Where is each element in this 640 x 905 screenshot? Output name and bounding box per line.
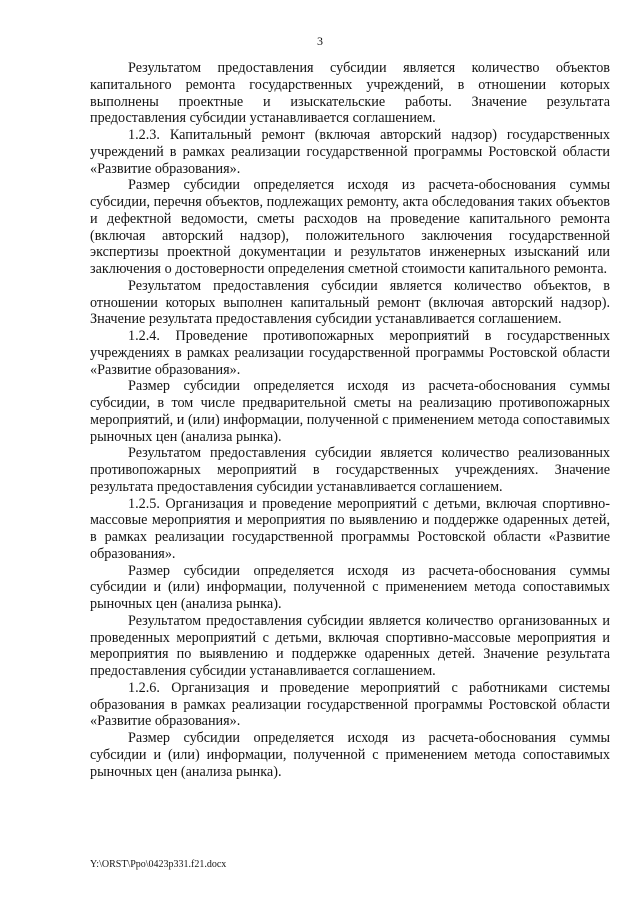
paragraph: 1.2.6. Организация и проведение мероприятий с работниками системы образования в рамках реализации государственной программы Ростовской области «Развитие образования». [90, 679, 610, 730]
document-body [90, 60, 610, 780]
paragraph: 1.2.3. Капитальный ремонт (включая авторский надзор) государственных учреждений в рамках реализации государственной программы Ростовской области «Развитие образования». [90, 127, 610, 177]
paragraph: Размер субсидии определяется исходя из расчета-обоснования суммы субсидии и (или) информации, полученной с применением метода сопоставимых рыночных цен (анализа рынка). [90, 730, 610, 780]
paragraph: Результатом предоставления субсидии является количество объектов, в отношении которых выполнен капитальный ремонт (включая авторский надзор). Значение результата предоставления субсидии устанавливается соглашением. [90, 277, 610, 328]
footer-file-path: Y:\ORST\Ppo\0423p331.f21.docx [90, 859, 227, 870]
paragraph: Размер субсидии определяется исходя из расчета-обоснования суммы субсидии и (или) информации, полученной с применением метода сопоставимых рыночных цен (анализа рынка). [90, 562, 610, 612]
paragraph: Результатом предоставления субсидии является количество организованных и проведенных мероприятий с детьми, включая спортивно-массовые мероприятия и мероприятия по выявлению и поддержке одаренных детей. Значение результата предоставления субсидии устанавливается соглашением. [90, 612, 610, 679]
paragraph: Результатом предоставления субсидии является количество объектов капитального ремонта государственных учреждений, в отношении которых выполнены проектные и изыскательские работы. Значение результата предоставления субсидии устанавливается соглашением. [90, 60, 610, 127]
paragraph: Размер субсидии определяется исходя из расчета-обоснования суммы субсидии, перечня объектов, подлежащих ремонту, акта обследования таких объектов и дефектной ведомости, сметы расходов на проведение капитального ремонта (включая авторский надзор), положительного заключения государственной экспертизы проектной документации и результатов инженерных изысканий или заключения о достоверности определения сметной стоимости капитального ремонта. [90, 177, 610, 277]
paragraph: Результатом предоставления субсидии является количество реализованных противопожарных мероприятий в государственных учреждениях. Значение результата предоставления субсидии устанавливается соглашением. [90, 445, 610, 495]
paragraph: Размер субсидии определяется исходя из расчета-обоснования суммы субсидии, в том числе предварительной сметы на реализацию противопожарных мероприятий, и (или) информации, полученной с применением метода сопоставимых рыночных цен (анализа рынка). [90, 378, 610, 445]
page-number: 3 [317, 34, 323, 48]
paragraph: 1.2.5. Организация и проведение мероприятий с детьми, включая спортивно-массовые мероприятия и мероприятия по выявлению и поддержке одаренных детей, в рамках реализации государственной программы Ростовской области «Развитие образования». [90, 495, 610, 562]
paragraph: 1.2.4. Проведение противопожарных мероприятий в государственных учреждениях в рамках реализации государственной программы Ростовской области «Развитие образования». [90, 328, 610, 378]
